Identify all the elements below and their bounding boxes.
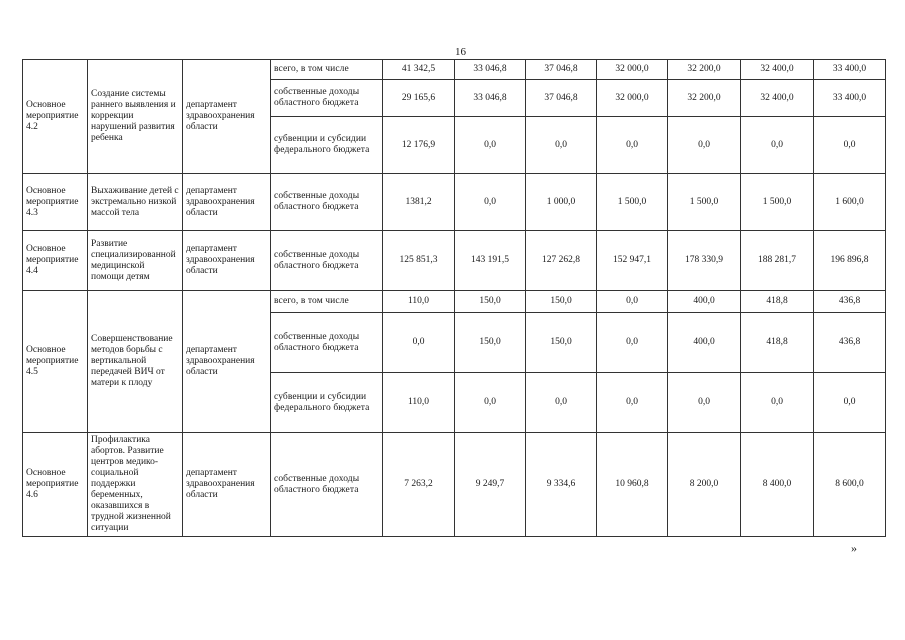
amount-cell: 33 046,8 (455, 80, 526, 117)
amount-cell: 1381,2 (383, 174, 455, 231)
amount-cell: 125 851,3 (383, 231, 455, 291)
funding-source-cell: субвенции и субсидии федерального бюджета (271, 117, 383, 174)
funding-source-cell: собственные доходы областного бюджета (271, 80, 383, 117)
amount-cell: 33 046,8 (455, 60, 526, 80)
amount-cell: 400,0 (668, 291, 741, 313)
amount-cell: 37 046,8 (526, 60, 597, 80)
amount-cell: 8 400,0 (741, 433, 814, 537)
amount-cell: 418,8 (741, 291, 814, 313)
amount-cell: 32 400,0 (741, 60, 814, 80)
measure-cell: Основное мероприятие 4.2 (23, 60, 88, 174)
amount-cell: 436,8 (814, 313, 886, 373)
funding-source-cell: собственные доходы областного бюджета (271, 231, 383, 291)
table-row (23, 433, 886, 537)
amount-cell: 1 500,0 (668, 174, 741, 231)
amount-cell: 32 200,0 (668, 80, 741, 117)
executor-cell: департамент здравоохранения области (183, 291, 271, 433)
executor-cell: департамент здравоохранения области (183, 231, 271, 291)
amount-cell: 8 600,0 (814, 433, 886, 537)
amount-cell: 1 500,0 (741, 174, 814, 231)
measure-cell: Основное мероприятие 4.6 (23, 433, 88, 537)
amount-cell: 33 400,0 (814, 80, 886, 117)
amount-cell: 10 960,8 (597, 433, 668, 537)
executor-cell: департамент здравоохранения области (183, 60, 271, 174)
amount-cell: 150,0 (455, 291, 526, 313)
amount-cell: 0,0 (597, 117, 668, 174)
amount-cell: 0,0 (597, 291, 668, 313)
amount-cell: 7 263,2 (383, 433, 455, 537)
amount-cell: 127 262,8 (526, 231, 597, 291)
continuation-mark: » (851, 541, 857, 555)
measure-cell: Основное мероприятие 4.3 (23, 174, 88, 231)
amount-cell: 32 000,0 (597, 80, 668, 117)
amount-cell: 32 000,0 (597, 60, 668, 80)
table-row (23, 231, 886, 291)
amount-cell: 188 281,7 (741, 231, 814, 291)
funding-source-cell: всего, в том числе (271, 60, 383, 80)
amount-cell: 0,0 (597, 373, 668, 433)
amount-cell: 1 000,0 (526, 174, 597, 231)
amount-cell: 0,0 (383, 313, 455, 373)
measure-title-cell: Развитие специализированной медицинской помощи детям (88, 231, 183, 291)
amount-cell: 9 249,7 (455, 433, 526, 537)
amount-cell: 0,0 (814, 117, 886, 174)
amount-cell: 152 947,1 (597, 231, 668, 291)
amount-cell: 150,0 (455, 313, 526, 373)
amount-cell: 0,0 (597, 313, 668, 373)
amount-cell: 8 200,0 (668, 433, 741, 537)
amount-cell: 37 046,8 (526, 80, 597, 117)
amount-cell: 1 500,0 (597, 174, 668, 231)
amount-cell: 178 330,9 (668, 231, 741, 291)
amount-cell: 33 400,0 (814, 60, 886, 80)
amount-cell: 436,8 (814, 291, 886, 313)
executor-cell: департамент здравоохранения области (183, 174, 271, 231)
measure-cell: Основное мероприятие 4.4 (23, 231, 88, 291)
amount-cell: 12 176,9 (383, 117, 455, 174)
amount-cell: 0,0 (455, 373, 526, 433)
funding-source-cell: всего, в том числе (271, 291, 383, 313)
funding-source-cell: субвенции и субсидии федерального бюджета (271, 373, 383, 433)
amount-cell: 9 334,6 (526, 433, 597, 537)
amount-cell: 150,0 (526, 291, 597, 313)
amount-cell: 418,8 (741, 313, 814, 373)
funding-source-cell: собственные доходы областного бюджета (271, 174, 383, 231)
measure-title-cell: Выхаживание детей с экстремально низкой массой тела (88, 174, 183, 231)
amount-cell: 1 600,0 (814, 174, 886, 231)
funding-source-cell: собственные доходы областного бюджета (271, 433, 383, 537)
table-row (23, 174, 886, 231)
amount-cell: 0,0 (455, 174, 526, 231)
executor-cell: департамент здравоохранения области (183, 433, 271, 537)
table-row (23, 60, 886, 80)
amount-cell: 143 191,5 (455, 231, 526, 291)
page-number: 16 (455, 46, 466, 58)
amount-cell: 32 200,0 (668, 60, 741, 80)
amount-cell: 0,0 (526, 117, 597, 174)
amount-cell: 0,0 (741, 373, 814, 433)
amount-cell: 196 896,8 (814, 231, 886, 291)
amount-cell: 0,0 (668, 373, 741, 433)
measure-cell: Основное мероприятие 4.5 (23, 291, 88, 433)
measure-title-cell: Создание системы раннего выявления и коррекции нарушений развития ребенка (88, 60, 183, 174)
funding-source-cell: собственные доходы областного бюджета (271, 313, 383, 373)
amount-cell: 400,0 (668, 313, 741, 373)
amount-cell: 150,0 (526, 313, 597, 373)
amount-cell: 29 165,6 (383, 80, 455, 117)
table-row (23, 291, 886, 313)
amount-cell: 0,0 (455, 117, 526, 174)
amount-cell: 0,0 (741, 117, 814, 174)
amount-cell: 0,0 (526, 373, 597, 433)
budget-table (22, 59, 886, 537)
amount-cell: 32 400,0 (741, 80, 814, 117)
measure-title-cell: Совершенствование методов борьбы с вертикальной передачей ВИЧ от матери к плоду (88, 291, 183, 433)
amount-cell: 110,0 (383, 291, 455, 313)
amount-cell: 41 342,5 (383, 60, 455, 80)
amount-cell: 0,0 (814, 373, 886, 433)
amount-cell: 110,0 (383, 373, 455, 433)
amount-cell: 0,0 (668, 117, 741, 174)
measure-title-cell: Профилактика абортов. Развитие центров медико-социальной поддержки беременных, оказавшихся в трудной жизненной ситуации (88, 433, 183, 537)
